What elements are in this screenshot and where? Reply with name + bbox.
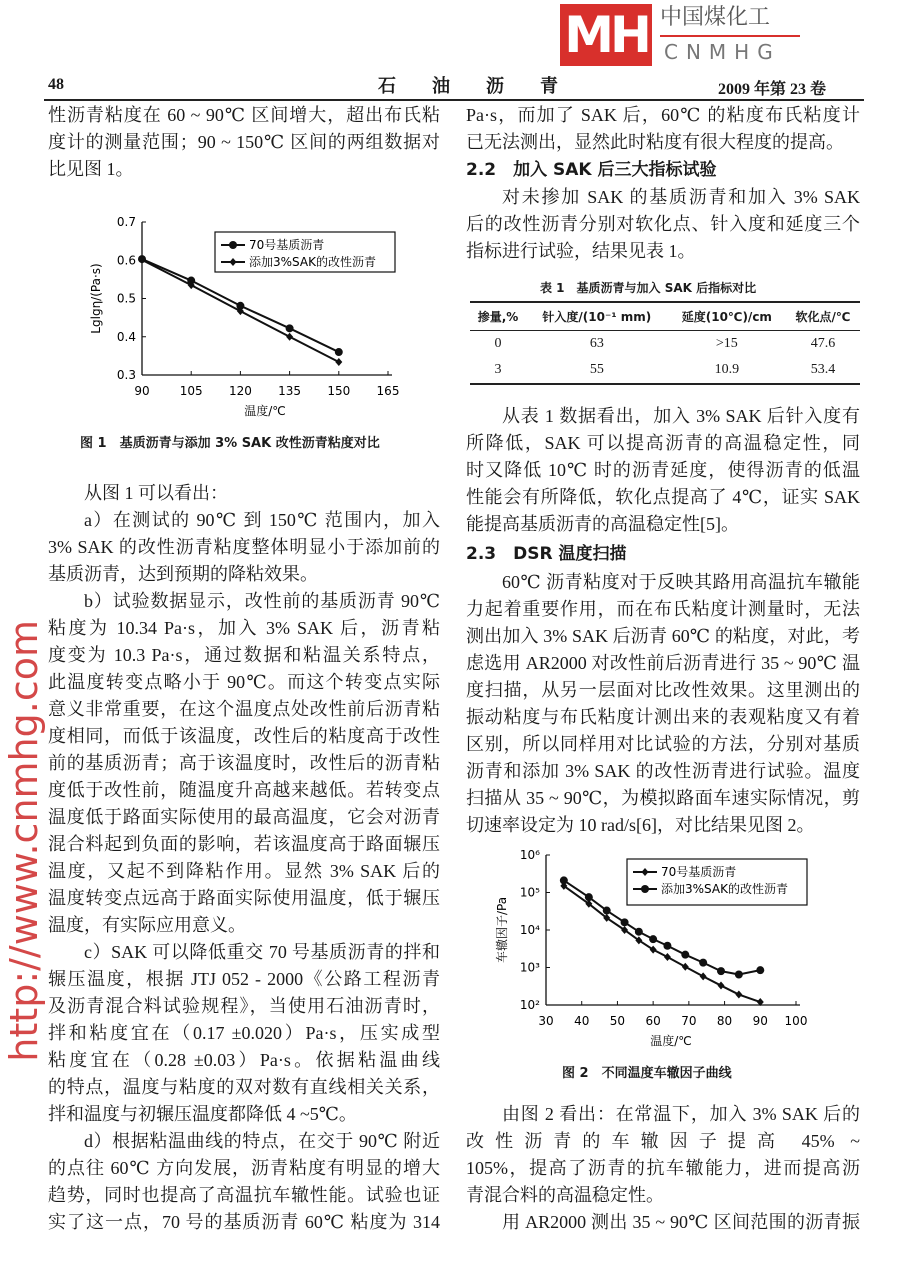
text-line: 比见图 1。: [48, 159, 134, 179]
text-line: 基质沥青，达到预期的降粘效果。: [48, 564, 318, 584]
text-line: 此温度转变点略小于 90℃。而这个转变点实际: [48, 672, 440, 692]
y-tick-label: 10⁴: [519, 923, 540, 937]
y-tick-label: 0.5: [116, 291, 136, 306]
figure-2-chart: [490, 842, 820, 1060]
data-point: [585, 893, 593, 901]
figure-1-caption: 图 1 基质沥青与添加 3% SAK 改性沥青粘度对比: [80, 436, 380, 451]
text-line: 切速率设定为 10 rad/s[6]，对比结果见图 2。: [466, 815, 815, 835]
y-tick-label: 10⁶: [519, 848, 540, 862]
data-point: [700, 972, 707, 980]
text-line: a）在测试的 90℃ 到 150℃ 范围内，加入: [84, 510, 440, 530]
y-tick-label: 10⁵: [519, 885, 540, 900]
text-line: b）试验数据显示，改性前的基质沥青 90℃: [84, 591, 440, 611]
data-point: [681, 951, 689, 959]
x-tick-label: 40: [574, 1014, 590, 1028]
table-cell: 47.6: [810, 336, 836, 351]
x-tick-label: 60: [645, 1014, 661, 1028]
right-intro: [466, 102, 860, 156]
x-tick-label: 165: [376, 384, 400, 398]
left-body: [48, 480, 440, 1236]
data-point: [650, 946, 657, 954]
table-cell: 3: [470, 357, 526, 384]
url-watermark: http://www.cnmhg.com: [2, 620, 46, 1062]
data-point: [335, 358, 342, 366]
text-line: 度变为 10.3 Pa·s，通过数据和粘温关系特点，: [48, 645, 440, 665]
text-line: 后的改性沥青分别对软化点、针入度和延度三个: [466, 214, 860, 234]
table-row: [470, 331, 860, 358]
table-header: 延度(10℃)/cm: [668, 302, 786, 331]
journal-title: 石 油 沥 青: [378, 76, 558, 96]
y-axis-label: Lglgη/(Pa·s): [89, 263, 103, 334]
text-line: 虑选用 AR2000 对改性前后沥青进行 35 ~ 90℃ 温: [466, 653, 860, 673]
text-line: 拌和粘度宜在（0.17 ±0.020）Pa·s，压实成型: [48, 1023, 440, 1043]
text-line: 区别，所以同样用对比试验的方法，分别对基质: [466, 734, 860, 754]
table-cell: 55: [526, 357, 668, 384]
paragraph: [48, 939, 440, 1128]
text-line: 度计的测量范围；90 ~ 150℃ 区间的两组数据对: [48, 132, 440, 152]
y-tick-label: 10³: [519, 960, 540, 975]
text-line: 已无法测出，显然此时粘度有很大程度的提高。: [466, 132, 844, 152]
text-line: 60℃ 沥青粘度对于反映其路用高温抗车辙能: [502, 572, 860, 592]
text-line: 温度低于路面实际使用的最高温度，它会对沥青: [48, 807, 440, 827]
data-point: [756, 966, 764, 974]
data-point: [735, 971, 743, 979]
table-row: [470, 357, 860, 384]
data-point: [649, 935, 657, 943]
text-line: 温度，又起不到降粘作用。显然 3% SAK 后的: [48, 861, 440, 881]
x-axis-label: 温度/℃: [650, 1034, 692, 1048]
text-line: 的特点，温度与粘度的双对数有直线相关关系，: [48, 1077, 440, 1097]
logo-english: CNMHG: [664, 40, 781, 64]
text-line: 度相同，而低于该温度，改性后的粘度高于改性: [48, 726, 440, 746]
text-line: 混合料起到负面的影响，若该温度高于路面辗压: [48, 834, 440, 854]
data-point: [621, 918, 629, 926]
paragraph: [48, 1128, 440, 1236]
text-line: 沥青和添加 3% SAK 的改性沥青进行试验。温度: [466, 761, 860, 781]
text-line: 前的基质沥青；高于该温度时，改性后的沥青粘: [48, 753, 440, 773]
data-point: [682, 963, 689, 971]
text-line: 指标进行试验，结果见表 1。: [466, 241, 696, 261]
table-cell: 0: [494, 336, 502, 351]
legend-label: 添加3%SAK的改性沥青: [661, 882, 788, 896]
table-cell: >15: [715, 336, 738, 351]
text-line: 105%，提高了沥青的抗车辙能力，进而提高沥: [466, 1158, 860, 1178]
paragraph: [48, 480, 440, 507]
figure-2-caption: 图 2 不同温度车辙因子曲线: [562, 1066, 732, 1081]
paragraph: [48, 507, 440, 588]
data-point: [560, 876, 568, 884]
logo-mark: MH: [560, 4, 652, 66]
table-1: [470, 301, 860, 385]
text-line: 从表 1 数据看出，加入 3% SAK 后针入度有: [502, 406, 860, 426]
text-line: 意义非常重要，在这个温度点处改性前后沥青粘: [48, 699, 440, 719]
legend-label: 70号基质沥青: [661, 865, 737, 879]
legend-label: 70号基质沥青: [249, 238, 325, 252]
legend-label: 添加3%SAK的改性沥青: [249, 255, 376, 269]
text-line: 时又降低 10℃ 时的沥青延度，使得沥青的低温: [466, 460, 860, 480]
logo-bar: [660, 35, 800, 37]
left-intro: [48, 102, 440, 183]
text-line: 由图 2 看出：在常温下，加入 3% SAK 后的: [502, 1104, 860, 1124]
text-line: 3% SAK 的改性沥青粘度整体明显小于添加前的: [48, 537, 440, 557]
text-line: 性沥青粘度在 60 ~ 90℃ 区间增大，超出布氏粘: [48, 105, 440, 125]
text-line: 振动粘度与布氏粘度计测出来的表观粘度又有着: [466, 707, 860, 727]
logo-chinese: 中国煤化工: [660, 5, 771, 30]
x-tick-label: 105: [179, 384, 203, 398]
text-line: 粘度为 10.34 Pa·s，加入 3% SAK 后，沥青粘: [48, 618, 440, 638]
text-line: 性能会有所降低，软化点提高了 4℃，证实 SAK: [466, 487, 860, 507]
text-line: 力起着重要作用，而在布氏粘度计测量时，无法: [466, 599, 860, 619]
text-line: 度低于改性前，随温度升高越来越低。若转变点: [48, 780, 440, 800]
table-header: 针入度/(10⁻¹ mm): [526, 302, 668, 331]
y-tick-label: 0.7: [116, 215, 136, 229]
figure-2-discussion: [466, 1101, 860, 1236]
section-2-2-text: [466, 184, 860, 265]
data-point: [717, 967, 725, 975]
table-header: 掺量,%: [470, 302, 526, 331]
x-tick-label: 150: [327, 384, 351, 398]
data-point: [664, 953, 671, 961]
text-line: 扫描从 35 ~ 90℃，为模拟路面车速实际情况，剪: [466, 788, 860, 808]
table-discussion: [466, 403, 860, 538]
text-line: Pa·s，而加了 SAK 后，60℃ 的粘度布氏粘度计: [466, 105, 860, 125]
cnmhg-logo: [560, 4, 810, 68]
data-point: [663, 942, 671, 950]
text-line: 测出加入 3% SAK 后沥青 60℃ 的粘度，对此，考: [466, 626, 860, 646]
x-axis-label: 温度/℃: [244, 404, 286, 418]
figure-1-chart: [70, 205, 430, 425]
text-line: 温度转变点远高于路面实际使用温度，低于辗压: [48, 888, 440, 908]
text-line: 青混合料的高温稳定性。: [466, 1185, 664, 1205]
y-tick-label: 0.3: [116, 368, 136, 382]
text-line: 拌和温度与初辗压温度都降低 4 ~5℃。: [48, 1104, 357, 1124]
text-line: 对未掺加 SAK 的基质沥青和加入 3% SAK: [502, 187, 860, 207]
data-point: [603, 907, 611, 915]
text-line: 度扫描，从另一层面对比改性效果。这里测出的: [466, 680, 860, 700]
legend-marker: [229, 241, 237, 249]
text-line: 用 AR2000 测出 35 ~ 90℃ 区间范围的沥青振: [502, 1212, 860, 1232]
data-point: [735, 991, 742, 999]
data-point: [718, 982, 725, 990]
legend-marker: [641, 885, 649, 893]
text-line: 的点往 60℃ 方向发展，沥青粘度有明显的增大: [48, 1158, 440, 1178]
data-point: [335, 348, 343, 356]
x-tick-label: 90: [134, 384, 150, 398]
table-header: 软化点/℃: [786, 302, 860, 331]
data-point: [635, 928, 643, 936]
x-tick-label: 70: [681, 1014, 697, 1028]
x-tick-label: 90: [752, 1014, 768, 1028]
text-line: 改性沥青的车辙因子提高 45% ~: [466, 1131, 860, 1151]
y-tick-label: 0.6: [116, 253, 136, 268]
header-rule: [44, 99, 864, 101]
data-point: [699, 959, 707, 967]
text-line: 实了这一点，70 号的基质沥青 60℃ 粘度为 314: [48, 1212, 440, 1232]
y-axis-label: 车辙因子/Pa: [495, 896, 509, 964]
text-line: 能提高基质沥青的高温稳定性[5]。: [466, 514, 739, 534]
section-2-3-heading: 2.3 DSR 温度扫描: [466, 544, 627, 564]
issue-info: 2009 年第 23 卷: [718, 81, 827, 98]
table-cell: 10.9: [668, 357, 786, 384]
text-line: 从图 1 可以看出：: [84, 483, 228, 503]
text-line: 温度，有实际应用意义。: [48, 915, 246, 935]
paragraph: [48, 588, 440, 939]
data-point: [286, 333, 293, 341]
x-tick-label: 80: [716, 1014, 733, 1028]
x-tick-label: 30: [538, 1014, 554, 1028]
y-tick-label: 0.4: [116, 329, 136, 344]
text-line: 趋势，同时也提高了高温抗车辙性能。试验也证: [48, 1185, 440, 1205]
section-2-3-text: [466, 569, 860, 839]
text-line: 及沥青混合料试验规程》，当使用石油沥青时，: [48, 996, 440, 1016]
data-point: [286, 324, 294, 332]
x-tick-label: 120: [228, 384, 252, 398]
text-line: c）SAK 可以降低重交 70 号基质沥青的拌和: [84, 942, 440, 962]
page-number: 48: [48, 76, 64, 93]
table-1-caption: 表 1 基质沥青与加入 SAK 后指标对比: [540, 281, 757, 295]
section-2-2-heading: 2.2 加入 SAK 后三大指标试验: [466, 160, 717, 180]
x-tick-label: 50: [609, 1014, 626, 1028]
text-line: 辗压温度，根据 JTJ 052 - 2000《公路工程沥青: [48, 969, 440, 989]
table-cell: 53.4: [786, 357, 860, 384]
x-tick-label: 135: [278, 384, 302, 398]
x-tick-label: 100: [784, 1014, 808, 1028]
text-line: 粘度宜在（0.28 ±0.03）Pa·s。依据粘温曲线: [48, 1050, 440, 1070]
text-line: 所降低，SAK 可以提高沥青的高温稳定性，同: [466, 433, 860, 453]
text-line: d）根据粘温曲线的特点，在交于 90℃ 附近: [84, 1131, 440, 1151]
table-cell: 63: [589, 336, 604, 351]
y-tick-label: 10²: [519, 998, 540, 1012]
